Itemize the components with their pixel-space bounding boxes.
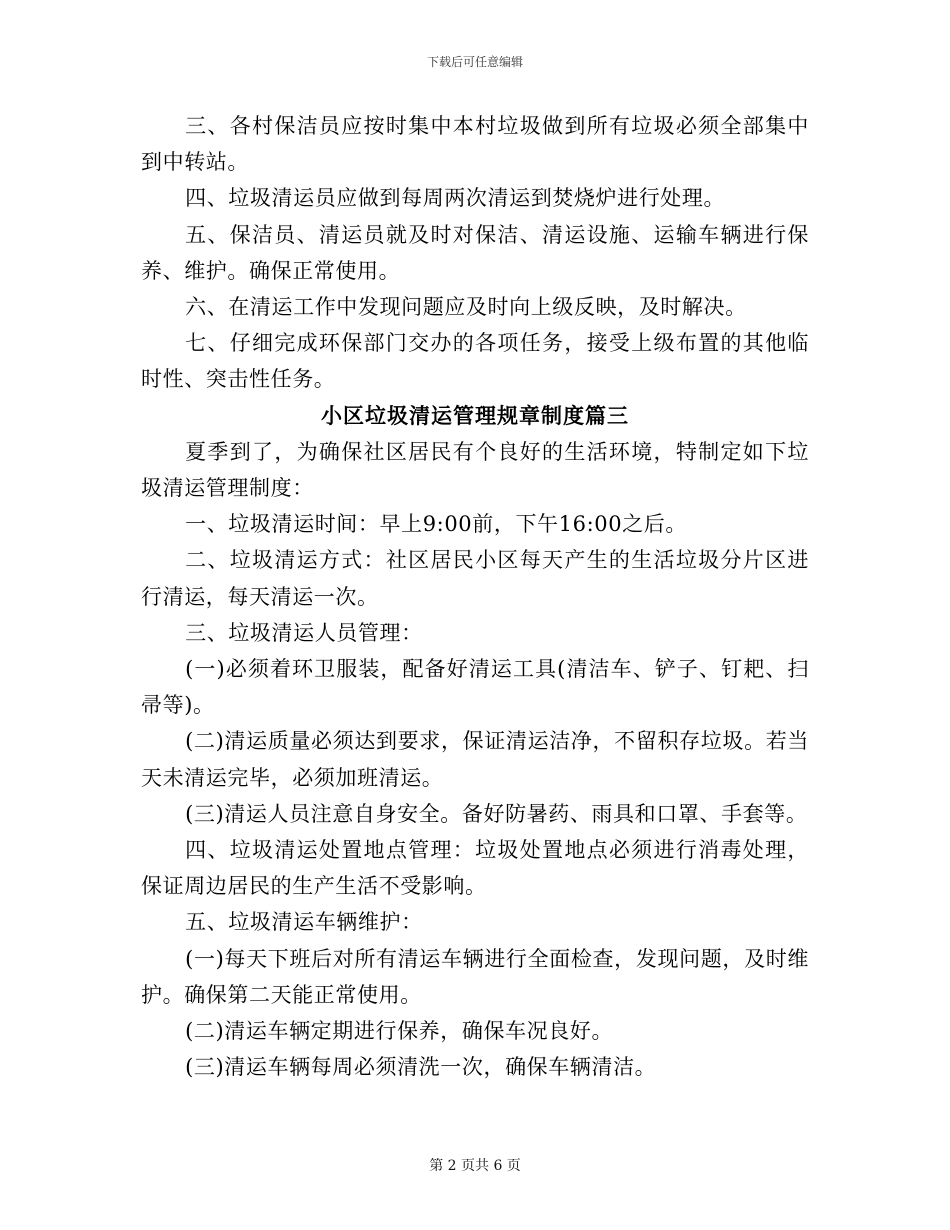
- paragraph: 五、保洁员、清运员就及时对保洁、清运设施、运输车辆进行保养、维护。确保正常使用。: [141, 222, 809, 283]
- paragraph: (二)清运车辆定期进行保养，确保车况良好。: [185, 1019, 614, 1044]
- page-header: 下载后可任意编辑: [426, 55, 523, 69]
- paragraph: 七、仔细完成环保部门交办的各项任务，接受上级布置的其他临时性、突击性任务。: [141, 331, 809, 392]
- paragraph: (二)清运质量必须达到要求，保证清运洁净，不留积存垃圾。若当天未清运完毕，必须加班清运。: [141, 729, 809, 790]
- paragraph: 一、垃圾清运时间：早上9:00前，下午16:00之后。: [185, 512, 687, 537]
- paragraph: 四、垃圾清运员应做到每周两次清运到焚烧炉进行处理。: [185, 186, 726, 211]
- paragraph: (一)每天下班后对所有清运车辆进行全面检查，发现问题，及时维护。确保第二天能正常使用。: [141, 946, 809, 1007]
- paragraph: 五、垃圾清运车辆维护：: [185, 910, 423, 935]
- paragraph: 三、垃圾清运人员管理：: [185, 620, 423, 645]
- paragraph: (三)清运车辆每周必须清洗一次，确保车辆清洁。: [185, 1055, 657, 1080]
- paragraph: 二、垃圾清运方式：社区居民小区每天产生的生活垃圾分片区进行清运，每天清运一次。: [141, 548, 809, 609]
- paragraph: 四、垃圾清运处置地点管理：垃圾处置地点必须进行消毒处理，保证周边居民的生产生活不受影响。: [141, 838, 809, 899]
- paragraph: 夏季到了，为确保社区居民有个良好的生活环境，特制定如下垃圾清运管理制度：: [141, 439, 809, 501]
- section-title: 小区垃圾清运管理规章制度篇三: [321, 402, 629, 428]
- paragraph: 三、各村保洁员应按时集中本村垃圾做到所有垃圾必须全部集中到中转站。: [141, 114, 809, 175]
- paragraph: (一)必须着环卫服装，配备好清运工具(清洁车、铲子、钉耙、扫帚等)。: [141, 657, 809, 718]
- document-body: [141, 108, 809, 1085]
- page-footer: 第 2 页共 6 页: [429, 1158, 521, 1174]
- paragraph: 六、在清运工作中发现问题应及时向上级反映，及时解决。: [185, 295, 747, 320]
- paragraph: (三)清运人员注意自身安全。备好防暑药、雨具和口罩、手套等。: [185, 801, 808, 826]
